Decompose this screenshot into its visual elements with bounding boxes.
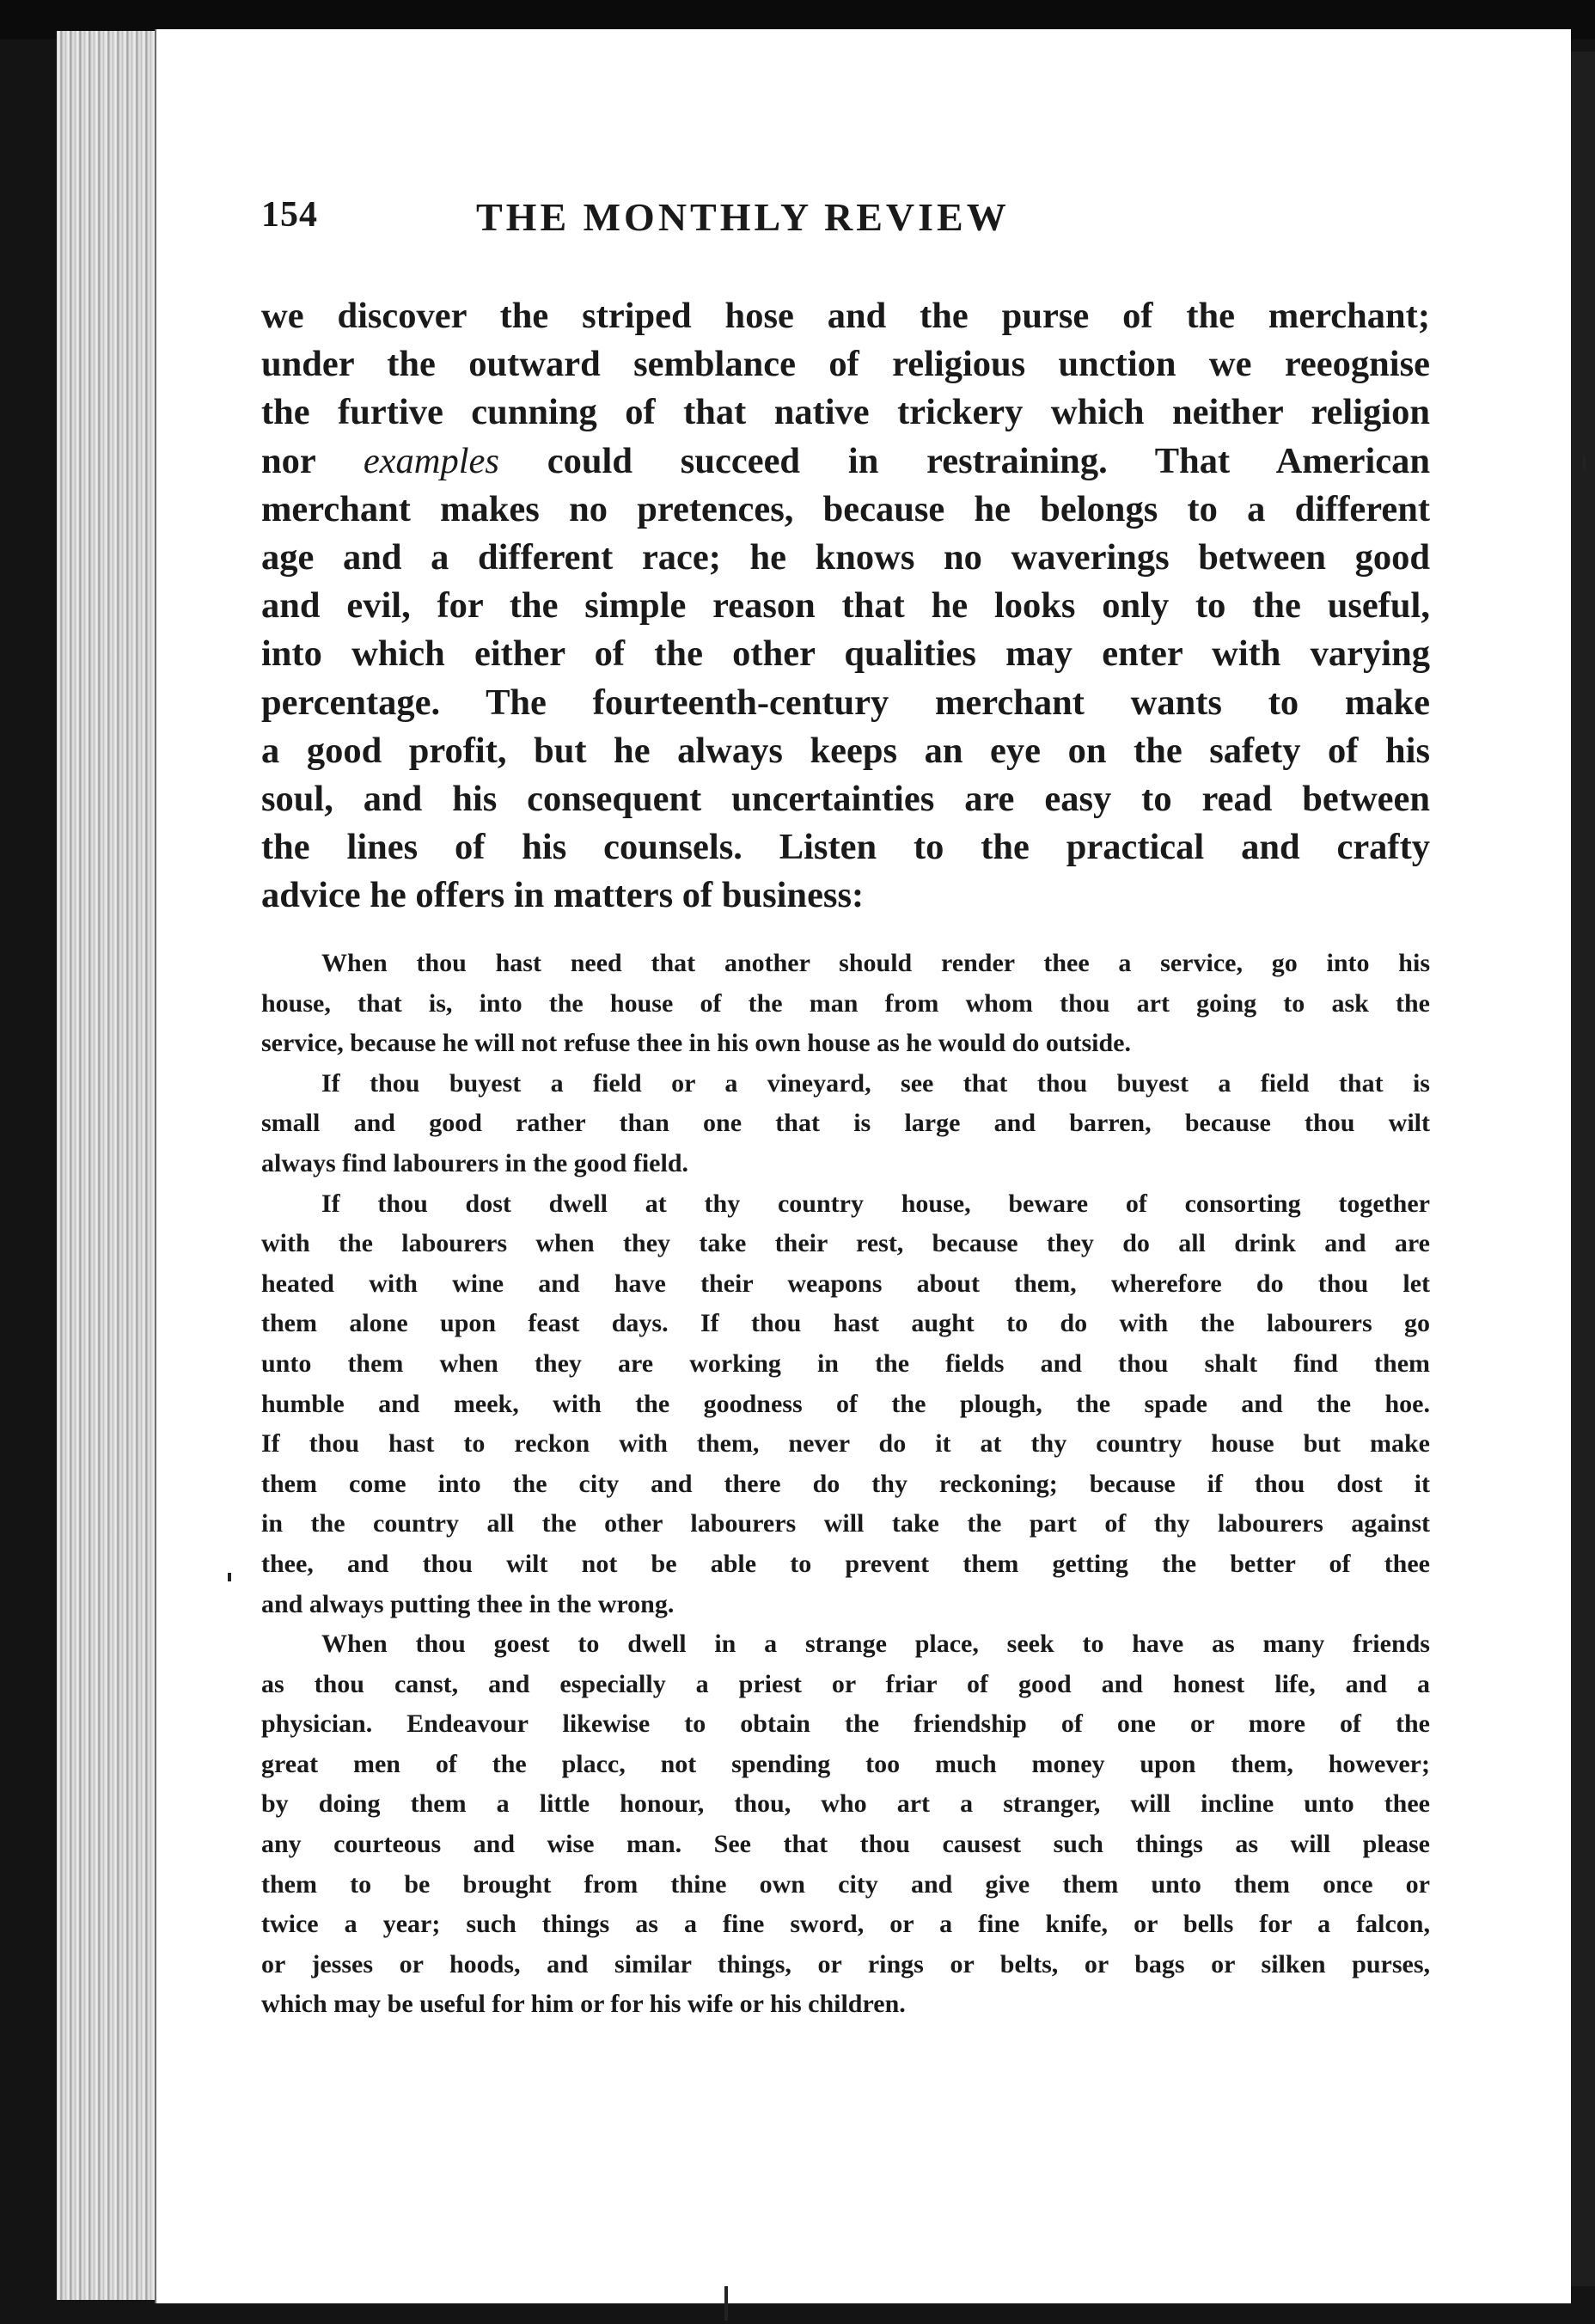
scan-border-right [1571, 52, 1595, 2286]
quote-line: always find labourers in the good field. [261, 1148, 689, 1177]
scan-speck [724, 2286, 728, 2321]
quote-line: thee, and thou wilt not be able to prevent them getting the better of thee [261, 1549, 1430, 1578]
quote-line: them alone upon feast days. If thou hast aught to do with the labourers go [261, 1309, 1430, 1338]
quote-line: If thou buyest a field or a vineyard, see that thou buyest a field that is [321, 1068, 1430, 1098]
quote-line: heated with wine and have their weapons about them, wherefore do thou let [261, 1269, 1430, 1298]
body-line: advice he offers in matters of business: [261, 875, 865, 916]
quote-line: When thou hast need that another should render thee a service, go into his [321, 949, 1430, 977]
quote-line: humble and meek, with the goodness of the plough, the spade and the hoe. [261, 1389, 1430, 1418]
body-line: and evil, for the simple reason that he looks only to the useful, [261, 585, 1430, 627]
quote-line: twice a year; such things as a fine sword, or a fine knife, or bells for a falcon, [261, 1910, 1430, 1939]
body-line-rest: could succeed in restraining. That American [498, 440, 1430, 481]
journal-title: THE MONTHLY REVIEW [476, 195, 1010, 239]
running-head [261, 194, 1430, 263]
quote-line: or jesses or hoods, and similar things, or rings or belts, or bags or silken purses, [261, 1949, 1430, 1978]
body-line: we discover the striped hose and the purse of the merchant; [261, 296, 1430, 336]
body-line-start: nor [261, 440, 364, 481]
quote-line: great men of the placc, not spending too much money upon them, however; [261, 1749, 1430, 1778]
quote-line: with the labourers when they take their rest, because they do all drink and are [261, 1229, 1430, 1258]
quote-line: them come into the city and there do thy reckoning; because if thou dost it [261, 1469, 1430, 1498]
scan-speck [228, 1573, 231, 1581]
block-quote [261, 944, 1430, 2025]
body-line: under the outward semblance of religious unction we reeognise [261, 344, 1430, 385]
body-line: percentage. The fourteenth-century merchant wants to make [261, 682, 1430, 723]
body-line: age and a different race; he knows no waverings between good [261, 537, 1430, 578]
quote-line: by doing them a little honour, thou, who art a stranger, will incline unto thee [261, 1789, 1430, 1819]
italic-word: examples [363, 440, 499, 481]
book-page-edges [57, 31, 155, 2300]
quote-line: as thou canst, and especially a priest or friar of good and honest life, and a [261, 1669, 1430, 1698]
body-line [261, 437, 1430, 486]
quote-line: If thou dost dwell at thy country house, beware of consorting together [321, 1189, 1430, 1218]
page-number: 154 [261, 195, 318, 235]
quote-line: them to be brought from thine own city and give them unto them once or [261, 1869, 1430, 1899]
quote-line: in the country all the other labourers will take the part of thy labourers against [261, 1509, 1430, 1538]
quote-line: house, that is, into the house of the man from whom thou art going to ask the [261, 988, 1430, 1018]
quote-line: and always putting thee in the wrong. [261, 1589, 675, 1618]
body-line: the lines of his counsels. Listen to the practical and crafty [261, 827, 1430, 868]
body-line: soul, and his consequent uncertainties are easy to read between [261, 779, 1430, 820]
body-line: merchant makes no pretences, because he belongs to a different [261, 488, 1430, 529]
quote-line: physician. Endeavour likewise to obtain the friendship of one or more of the [261, 1709, 1430, 1739]
body-line: the furtive cunning of that native trickery which neither religion [261, 392, 1430, 433]
body-line: into which either of the other qualities may enter with varying [261, 633, 1430, 675]
scan-speck [1583, 456, 1586, 471]
body-paragraph [261, 292, 1430, 920]
quote-line: any courteous and wise man. See that thou causest such things as will please [261, 1830, 1430, 1859]
quote-line: service, because he will not refuse thee in his own house as he would do outside. [261, 1029, 1132, 1058]
body-line: a good profit, but he always keeps an eye on the safety of his [261, 730, 1430, 771]
quote-line: unto them when they are working in the fields and thou shalt find them [261, 1349, 1430, 1378]
quote-line: which may be useful for him or for his wife or his children. [261, 1990, 906, 2019]
quote-line: When thou goest to dwell in a strange place, seek to have as many friends [321, 1630, 1430, 1659]
quote-line: small and good rather than one that is large and barren, because thou wilt [261, 1109, 1430, 1138]
quote-line: If thou hast to reckon with them, never do it at thy country house but make [261, 1429, 1430, 1459]
